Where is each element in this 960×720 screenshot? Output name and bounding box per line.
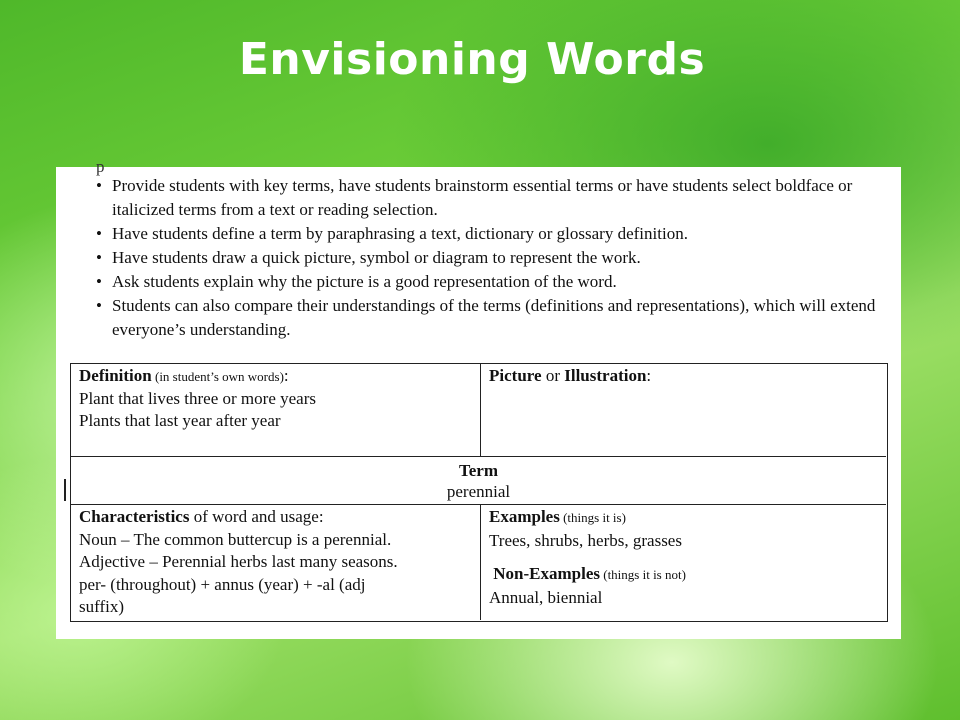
slide-title: Envisioning Words [238,34,706,85]
non-examples-value: Annual, biennial [489,587,603,607]
definition-heading: Definition (in student’s own words): [79,366,289,385]
margin-mark [64,479,66,501]
characteristics-cell [71,505,481,620]
definition-cell [71,364,481,457]
list-item: • Provide students with key terms, have students brainstorm essential terms or have students select boldface or italicized terms from a text or reading selection. [96,174,886,222]
document-image [56,157,901,639]
list-item: • Ask students explain why the picture is a good representation of the word. [96,270,886,294]
list-item: • Have students define a term by paraphrasing a text, dictionary or glossary definition. [96,222,886,246]
cut-off-heading: p [96,157,105,176]
term-heading: Term [458,461,499,480]
examples-heading: Examples (things it is) [489,507,626,526]
term-value: perennial [446,482,511,501]
list-item: • Students can also compare their understandings of the terms (definitions and representations), which will extend everyone’s understanding. [96,294,886,342]
picture-heading: Picture or Illustration: [489,366,652,385]
characteristics-heading: Characteristics of word and usage: [79,507,324,526]
examples-cell [481,505,886,620]
examples-value: Trees, shrubs, herbs, grasses [489,530,682,550]
characteristics-line: suffix) [79,597,125,616]
instruction-list [96,174,886,342]
characteristics-line: Adjective – Perennial herbs last many seasons. [79,552,398,571]
term-cell [71,457,886,505]
definition-line: Plant that lives three or more years [79,389,316,408]
non-examples-heading: Non-Examples (things it is not) [493,564,686,583]
picture-cell [481,364,886,457]
characteristics-line: Noun – The common buttercup is a perennial. [79,529,392,549]
frayer-organizer [70,363,888,622]
definition-line: Plants that last year after year [79,411,281,430]
list-item: • Have students draw a quick picture, symbol or diagram to represent the work. [96,246,886,270]
characteristics-line: per- (throughout) + annus (year) + -al (adj [79,574,366,594]
